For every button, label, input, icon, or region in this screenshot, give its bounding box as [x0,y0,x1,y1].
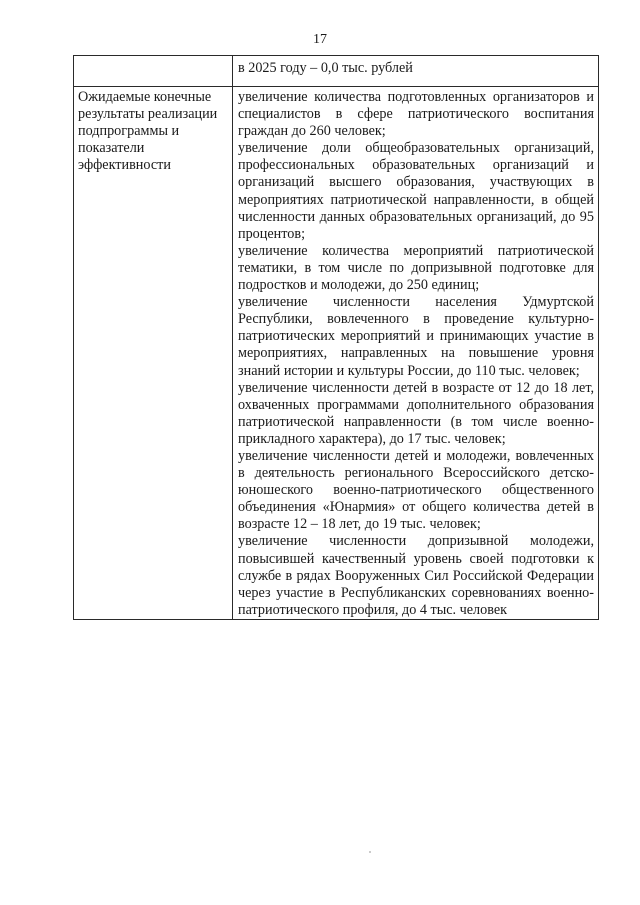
result-item: увеличение численности населения Удмуртской Республики, вовлеченного в проведение культурно-патриотических мероприятий и принимающих участие в мероприятиях, направленных на повышение уровня знаний истории и культуры России, до 110 тыс. человек; [238,294,594,379]
expected-results-label: Ожидаемые конечные результаты реализации подпрограммы и показатели эффективности [74,87,233,620]
passport-table [73,55,599,620]
table-row [74,56,599,87]
result-item: увеличение доли общеобразовательных организаций, профессиональных образовательных организаций и организаций высшего образования, участвующих в мероприятиях патриотической направленности, в общей численности данных образовательных организаций, до 95 процентов; [238,140,594,242]
result-item: увеличение численности детей и молодежи, вовлеченных в деятельность регионального Всероссийского детско-юношеского военно-патриотического общественного объединения «Юнармия» от общего количества детей в возрасте 12 – 18 лет, до 19 тыс. человек; [238,447,594,533]
empty-label-cell [74,56,233,87]
result-item: увеличение численности допризывной молодежи, повысившей качественный уровень своей подготовки к службе в рядах Вооруженных Сил Российской Федерации через участие в Республиканских соревнованиях военно-патриотического профиля, до 4 тыс. человек [238,533,594,618]
result-item: увеличение количества мероприятий патриотической тематики, в том числе по допризывной подготовке для подростков и молодежи, до 250 единиц; [238,242,594,294]
page-number: 17 [313,32,327,47]
funding-2025-cell: в 2025 году – 0,0 тыс. рублей [233,56,599,87]
scan-speck [369,851,371,853]
table-row [74,87,599,620]
result-item: увеличение численности детей в возрасте от 12 до 18 лет, охваченных программами дополнительного образования патриотической направленности (в том числе военно-прикладного характера), до 17 тыс. человек; [238,379,594,447]
expected-results-list [233,87,599,620]
result-item: увеличение количества подготовленных организаторов и специалистов в сфере патриотического воспитания граждан до 260 человек; [238,89,594,140]
